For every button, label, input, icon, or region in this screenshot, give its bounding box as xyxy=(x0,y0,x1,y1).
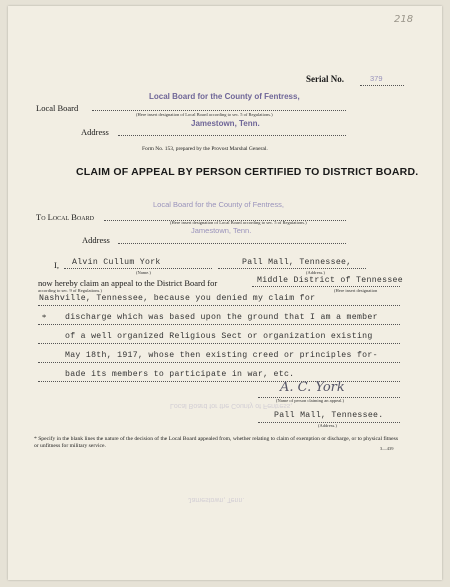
district-name: Middle District of Tennessee xyxy=(257,276,403,285)
to-board-stamp-line1: Local Board for the County of Fentress, xyxy=(153,200,284,209)
district-hint2: according to sec. 9 of Regulations.) xyxy=(38,288,102,293)
form-title: CLAIM OF APPEAL BY PERSON CERTIFIED TO DISTRICT BOARD. xyxy=(76,166,419,178)
local-board-label: Local Board xyxy=(36,103,79,113)
body-rule-2 xyxy=(38,324,400,325)
local-board-stamp-line1: Local Board for the County of Fentress, xyxy=(149,92,300,101)
claimant-name: Alvin Cullum York xyxy=(72,258,161,267)
claimant-address-line xyxy=(218,268,366,269)
claimant-address-hint: (Address.) xyxy=(306,270,325,275)
bleed-through-text: Local Board for the County of Fentress, xyxy=(170,402,293,409)
signer-address-hint: (Address.) xyxy=(318,423,337,428)
to-board-hint: (Here insert designation of Local Board according to sec. 5 of Regulations.) xyxy=(170,220,307,225)
body-rule-3 xyxy=(38,343,400,344)
local-board-stamp-line2: Jamestown, Tenn. xyxy=(191,119,260,128)
name-line xyxy=(64,268,212,269)
serial-label: Serial No. xyxy=(306,74,344,84)
print-code: 3—439 xyxy=(380,446,394,451)
serial-line xyxy=(360,85,404,86)
district-hint: (Here insert designation xyxy=(334,288,378,293)
body-rule-5 xyxy=(38,381,400,382)
name-hint: (Name.) xyxy=(136,270,151,275)
signature-hint: (Name of person claiming an appeal.) xyxy=(276,398,344,403)
serial-number: 379 xyxy=(370,74,383,83)
body-line-2: discharge which was based upon the ground that I am a member xyxy=(65,313,378,322)
form-note: Form No. 153, prepared by the Provost Marshal General. xyxy=(142,146,268,152)
form-sheet xyxy=(8,6,442,580)
signer-address: Pall Mall, Tennessee. xyxy=(274,411,384,420)
body-line-5: bade its members to participate in war, etc. xyxy=(65,370,295,379)
body-rule-4 xyxy=(38,362,400,363)
to-board-address-line xyxy=(118,243,346,244)
asterisk-mark: * xyxy=(42,312,47,322)
body-rule-1 xyxy=(38,305,400,306)
bleed-through-text-lower: Jamestown, Tenn. xyxy=(188,496,245,503)
to-local-board-label: To Local Board xyxy=(36,212,94,222)
claim-text: now hereby claim an appeal to the District Board for xyxy=(38,278,218,288)
claimant-address: Pall Mall, Tennessee, xyxy=(242,258,352,267)
body-line-1: Nashville, Tennessee, because you denied my claim for xyxy=(39,294,316,303)
i-label: I, xyxy=(54,260,59,270)
footnote: * Specify in the blank lines the nature of the decision of the Local Board appealed from, whether relating to claim of exemption or discharge, or to physical fitness or unfitness for military service. xyxy=(34,436,399,449)
body-line-4: May 18th, 1917, whose then existing creed or principles for- xyxy=(65,351,378,360)
to-board-stamp-line2: Jamestown, Tenn. xyxy=(191,226,252,235)
local-board-address-line xyxy=(118,135,346,136)
signature: A. C. York xyxy=(280,380,345,395)
local-board-hint: (Here insert designation of Local Board according to sec. 5 of Regulations.) xyxy=(136,112,273,117)
corner-pencil-mark: 218 xyxy=(394,14,414,25)
to-board-address-label: Address xyxy=(82,235,110,245)
district-line xyxy=(252,286,400,287)
body-line-3: of a well organized Religious Sect or organization existing xyxy=(65,332,373,341)
local-board-address-label: Address xyxy=(81,127,109,137)
local-board-line xyxy=(92,110,346,111)
